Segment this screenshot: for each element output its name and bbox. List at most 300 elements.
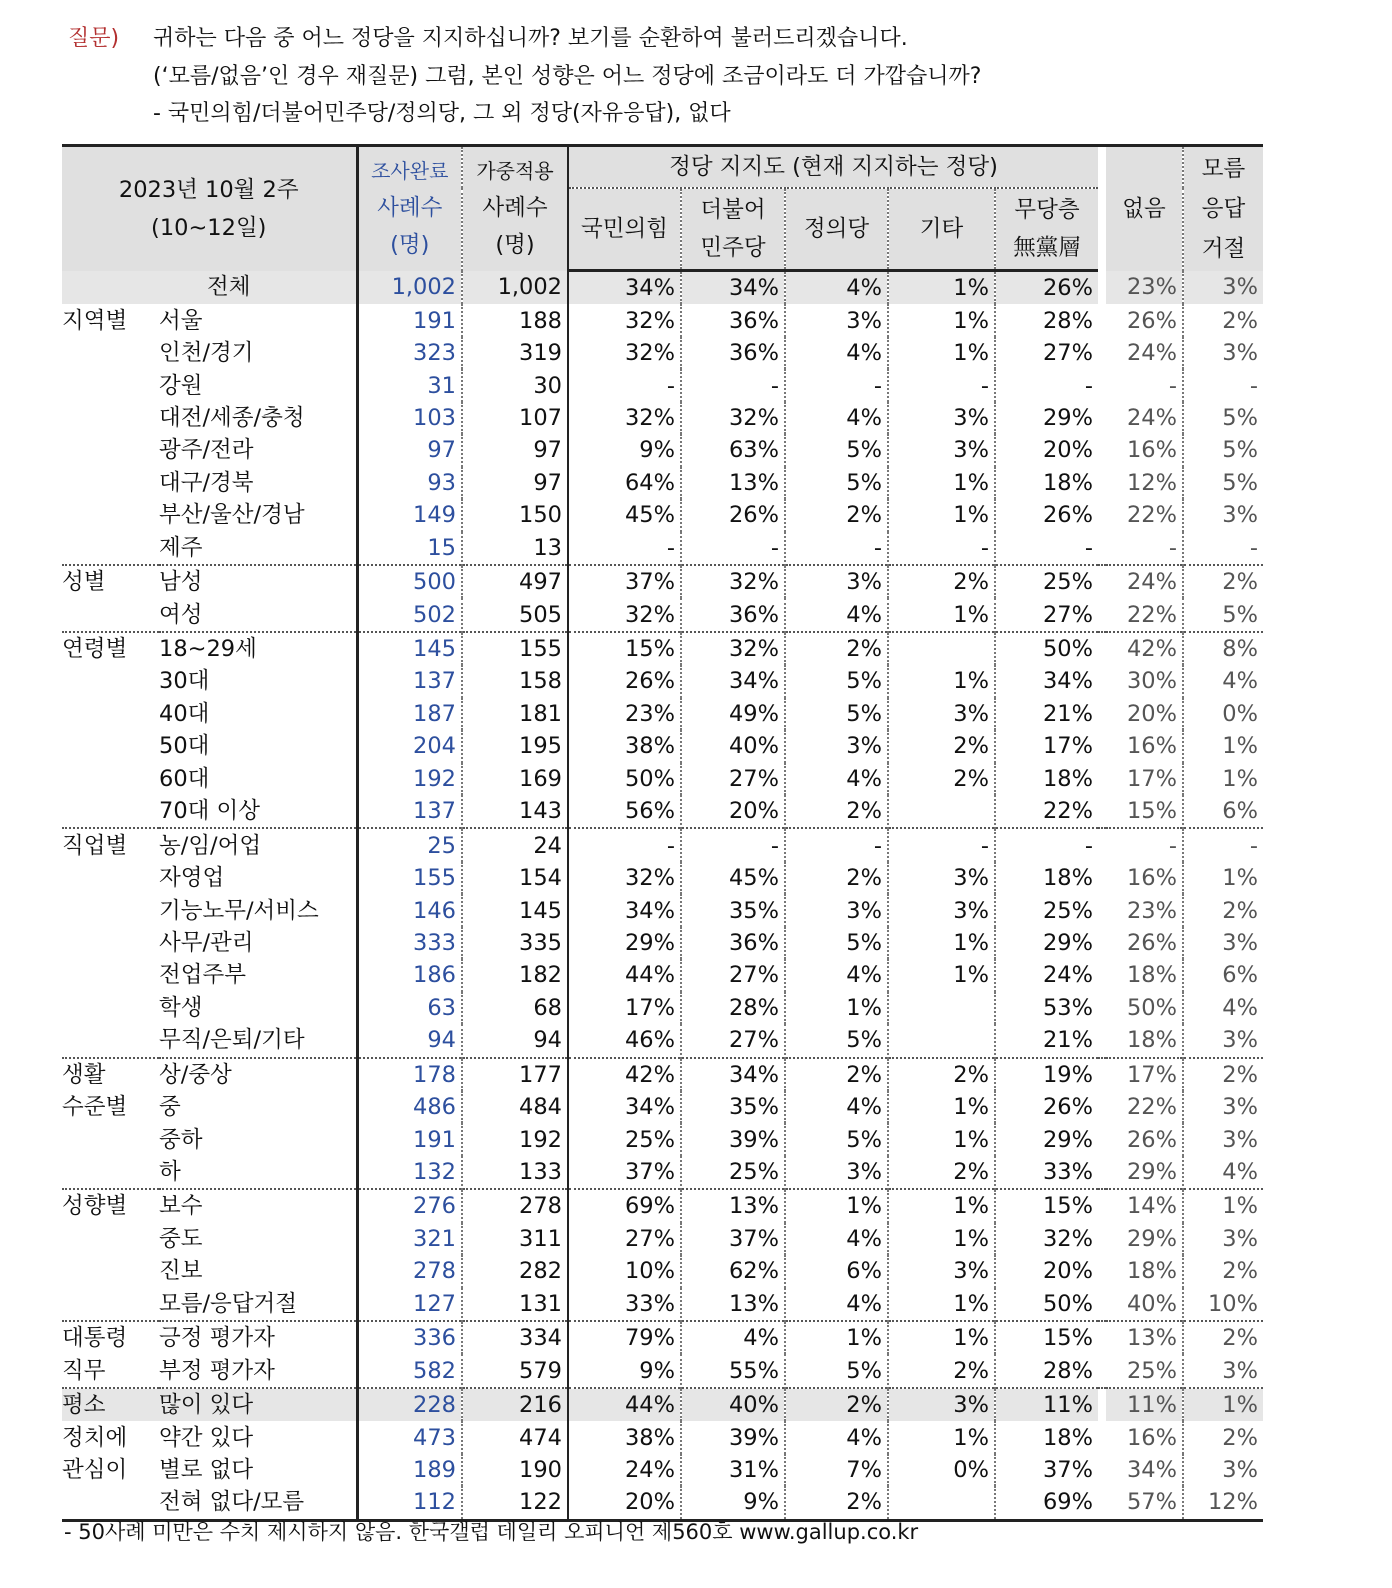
table-row: [62, 828, 1263, 861]
row-category: 관심이: [62, 1456, 128, 1483]
row-category: [62, 698, 159, 730]
ppp-value: 46%: [568, 1024, 681, 1057]
weighted-count: 169: [462, 763, 568, 795]
independent-value: 22%: [995, 795, 1098, 828]
dk-value: 3%: [1183, 1123, 1263, 1155]
justice-value: 2%: [785, 632, 888, 665]
independent-value: 50%: [995, 632, 1098, 665]
weighted-count: 30: [462, 369, 568, 401]
table-row: [62, 402, 1263, 434]
table-row: [62, 1156, 1263, 1189]
dk-value: 1%: [1183, 763, 1263, 795]
other-value: [888, 795, 995, 828]
spacer-cell: [1098, 467, 1106, 499]
justice-value: 4%: [785, 271, 888, 305]
survey-count: 189: [357, 1454, 462, 1486]
independent-value: 26%: [995, 499, 1098, 531]
row-category: [62, 665, 159, 697]
weighted-count: 133: [462, 1156, 568, 1189]
spacer-cell: [1098, 992, 1106, 1024]
table-row: [62, 927, 1263, 959]
dp-value: 31%: [681, 1454, 785, 1486]
ppp-value: 32%: [568, 304, 681, 336]
dk-value: 3%: [1183, 1091, 1263, 1123]
justice-value: 1%: [785, 1321, 888, 1354]
dk-value: 3%: [1183, 271, 1263, 305]
table-row: [62, 1024, 1263, 1057]
survey-count: 186: [357, 959, 462, 991]
ppp-value: -: [568, 828, 681, 861]
row-label: 농/임/어업: [159, 828, 357, 861]
dk-value: 3%: [1183, 337, 1263, 369]
dp-value: 34%: [681, 271, 785, 305]
weighted-count: 97: [462, 434, 568, 466]
survey-count: 500: [357, 565, 462, 598]
weighted-count: 335: [462, 927, 568, 959]
independent-value: 69%: [995, 1486, 1098, 1520]
survey-count: 137: [357, 665, 462, 697]
survey-count: 97: [357, 434, 462, 466]
dp-value: 13%: [681, 1189, 785, 1222]
table-row: [62, 1354, 1263, 1387]
dp-value: 36%: [681, 598, 785, 631]
header-period: 2023년 10월 2주 (10~12일): [62, 146, 357, 271]
dk-value: 3%: [1183, 1223, 1263, 1255]
independent-value: 18%: [995, 862, 1098, 894]
independent-value: 32%: [995, 1223, 1098, 1255]
ppp-value: 32%: [568, 402, 681, 434]
row-category: 연령별: [62, 632, 159, 665]
table-row: [62, 337, 1263, 369]
survey-count: 178: [357, 1058, 462, 1091]
row-category: [62, 434, 159, 466]
weighted-count: 68: [462, 992, 568, 1024]
row-label: 대전/세종/충청: [159, 404, 305, 431]
spacer-cell: [1098, 959, 1106, 991]
table-row: [62, 1388, 1263, 1421]
justice-value: 2%: [785, 862, 888, 894]
none-value: 18%: [1126, 1258, 1177, 1285]
row-label: 별로 없다: [159, 1456, 254, 1483]
justice-value: 2%: [785, 1388, 888, 1421]
spacer-cell: [1098, 434, 1106, 466]
weighted-count: 505: [462, 598, 568, 631]
ppp-value: 44%: [568, 1388, 681, 1421]
dk-value: 4%: [1183, 665, 1263, 697]
independent-value: 34%: [995, 665, 1098, 697]
row-label: 40대: [159, 700, 210, 727]
independent-value: 25%: [995, 894, 1098, 926]
independent-value: 29%: [995, 927, 1098, 959]
row-label: 기능노무/서비스: [159, 897, 319, 924]
justice-value: 4%: [785, 1091, 888, 1123]
independent-value: 33%: [995, 1156, 1098, 1189]
row-label: 제주: [159, 534, 203, 561]
dp-value: 4%: [681, 1321, 785, 1354]
other-value: 2%: [888, 730, 995, 762]
spacer-cell: [1098, 1091, 1106, 1123]
independent-value: 18%: [995, 763, 1098, 795]
ppp-value: 38%: [568, 1421, 681, 1453]
header-spacer: [1098, 146, 1106, 271]
table-row: [62, 369, 1263, 401]
question-label: 질문): [68, 26, 120, 51]
survey-count: 155: [357, 862, 462, 894]
survey-count: 146: [357, 894, 462, 926]
independent-value: -: [995, 828, 1098, 861]
ppp-value: 44%: [568, 959, 681, 991]
weighted-count: 143: [462, 795, 568, 828]
row-category: [62, 1156, 159, 1189]
none-value: 26%: [1126, 307, 1177, 334]
justice-value: -: [785, 369, 888, 401]
row-category: 평소: [62, 1388, 159, 1421]
other-value: 1%: [888, 304, 995, 336]
table-row: [62, 271, 1263, 305]
justice-value: 4%: [785, 1223, 888, 1255]
justice-value: 6%: [785, 1255, 888, 1287]
dp-value: 32%: [681, 632, 785, 665]
weighted-count: 334: [462, 1321, 568, 1354]
ppp-value: 37%: [568, 565, 681, 598]
dp-value: 27%: [681, 763, 785, 795]
justice-value: 2%: [785, 795, 888, 828]
dp-value: -: [681, 369, 785, 401]
row-label: 약간 있다: [159, 1424, 254, 1451]
spacer-cell: [1098, 271, 1106, 305]
survey-count: 93: [357, 467, 462, 499]
dp-value: 27%: [681, 959, 785, 991]
weighted-count: 177: [462, 1058, 568, 1091]
table-row: [62, 1288, 1263, 1321]
justice-value: 4%: [785, 1288, 888, 1321]
row-category: 성별: [62, 565, 159, 598]
header-ppp: 국민의힘: [568, 188, 681, 271]
dp-value: -: [681, 828, 785, 861]
none-value: 34%: [1126, 1456, 1177, 1483]
dp-value: 49%: [681, 698, 785, 730]
row-category: [62, 1223, 159, 1255]
none-value: 22%: [1126, 502, 1177, 529]
none-value: 16%: [1126, 865, 1177, 892]
row-category: [62, 402, 159, 434]
table-row: [62, 632, 1263, 665]
weighted-count: 278: [462, 1189, 568, 1222]
survey-count: 127: [357, 1288, 462, 1321]
survey-count: 228: [357, 1388, 462, 1421]
survey-count: 192: [357, 763, 462, 795]
dp-value: 20%: [681, 795, 785, 828]
spacer-cell: [1098, 369, 1106, 401]
row-label: 중하: [159, 1126, 203, 1153]
spacer-cell: [1098, 1255, 1106, 1287]
survey-count: 191: [357, 304, 462, 336]
row-label: 사무/관리: [159, 929, 254, 956]
party-support-table: [62, 144, 1263, 1522]
spacer-cell: [1098, 304, 1106, 336]
ppp-value: 42%: [568, 1058, 681, 1091]
spacer-cell: [1098, 927, 1106, 959]
row-category: [62, 1024, 159, 1057]
none-value: 22%: [1126, 1094, 1177, 1121]
dk-value: 0%: [1183, 698, 1263, 730]
header-dk: 모름 응답 거절: [1183, 146, 1263, 271]
ppp-value: 24%: [568, 1454, 681, 1486]
other-value: 1%: [888, 665, 995, 697]
justice-value: 2%: [785, 1486, 888, 1520]
weighted-count: 122: [462, 1486, 568, 1520]
survey-count: 204: [357, 730, 462, 762]
justice-value: 3%: [785, 565, 888, 598]
dk-value: 6%: [1183, 959, 1263, 991]
row-label: 강원: [159, 372, 203, 399]
justice-value: 4%: [785, 763, 888, 795]
justice-value: -: [785, 532, 888, 565]
other-value: 2%: [888, 1156, 995, 1189]
justice-value: 3%: [785, 730, 888, 762]
row-label: 보수: [159, 1189, 357, 1222]
spacer-cell: [1098, 795, 1106, 828]
row-label: 대구/경북: [159, 469, 254, 496]
dp-value: 40%: [681, 730, 785, 762]
spacer-cell: [1098, 1354, 1106, 1387]
spacer-cell: [1098, 532, 1106, 565]
row-label: 70대 이상: [159, 798, 260, 825]
justice-value: 1%: [785, 992, 888, 1024]
dp-value: 25%: [681, 1156, 785, 1189]
table-row: [62, 598, 1263, 631]
independent-value: -: [995, 532, 1098, 565]
dk-value: 2%: [1183, 565, 1263, 598]
row-label: 진보: [159, 1258, 203, 1285]
row-category: [62, 959, 159, 991]
dk-value: 2%: [1183, 1421, 1263, 1453]
row-label: 모름/응답거절: [159, 1290, 297, 1317]
ppp-value: 34%: [568, 894, 681, 926]
weighted-count: 579: [462, 1354, 568, 1387]
other-value: 1%: [888, 499, 995, 531]
row-label: 30대: [159, 668, 210, 695]
header-dp: 더불어 민주당: [681, 188, 785, 271]
weighted-count: 155: [462, 632, 568, 665]
justice-value: 5%: [785, 1024, 888, 1057]
ppp-value: 20%: [568, 1486, 681, 1520]
independent-value: 53%: [995, 992, 1098, 1024]
ppp-value: 9%: [568, 1354, 681, 1387]
ppp-value: -: [568, 369, 681, 401]
row-category: 직업별: [62, 828, 159, 861]
dp-value: 34%: [681, 1058, 785, 1091]
header-other: 기타: [888, 188, 995, 271]
dk-value: -: [1183, 828, 1263, 861]
weighted-count: 158: [462, 665, 568, 697]
ppp-value: 27%: [568, 1223, 681, 1255]
dp-value: 26%: [681, 499, 785, 531]
independent-value: 50%: [995, 1288, 1098, 1321]
row-category: [62, 1123, 159, 1155]
other-value: -: [888, 532, 995, 565]
survey-count: 31: [357, 369, 462, 401]
none-value: 18%: [1126, 1027, 1177, 1054]
other-value: 1%: [888, 1091, 995, 1123]
dk-value: 3%: [1183, 1354, 1263, 1387]
row-label: 남성: [159, 565, 357, 598]
row-label: 하: [159, 1159, 181, 1186]
none-value: 15%: [1126, 798, 1177, 825]
justice-value: 4%: [785, 337, 888, 369]
justice-value: 5%: [785, 1354, 888, 1387]
independent-value: 15%: [995, 1321, 1098, 1354]
spacer-cell: [1098, 1189, 1106, 1222]
none-value: 11%: [1106, 1388, 1183, 1421]
other-value: 0%: [888, 1454, 995, 1486]
spacer-cell: [1098, 565, 1106, 598]
other-value: 1%: [888, 467, 995, 499]
justice-value: 1%: [785, 1189, 888, 1222]
independent-value: 28%: [995, 1354, 1098, 1387]
weighted-count: 150: [462, 499, 568, 531]
independent-value: 17%: [995, 730, 1098, 762]
independent-value: 15%: [995, 1189, 1098, 1222]
survey-count: 137: [357, 795, 462, 828]
survey-count: 486: [357, 1091, 462, 1123]
row-label: 18~29세: [159, 632, 357, 665]
spacer-cell: [1098, 1123, 1106, 1155]
justice-value: 3%: [785, 304, 888, 336]
other-value: [888, 992, 995, 1024]
table-row: [62, 499, 1263, 531]
row-category: 생활: [62, 1058, 159, 1091]
dk-value: 5%: [1183, 598, 1263, 631]
dp-value: 39%: [681, 1123, 785, 1155]
ppp-value: 15%: [568, 632, 681, 665]
weighted-count: 145: [462, 894, 568, 926]
weighted-count: 216: [462, 1388, 568, 1421]
ppp-value: 26%: [568, 665, 681, 697]
dp-value: 39%: [681, 1421, 785, 1453]
other-value: 3%: [888, 402, 995, 434]
weighted-count: 282: [462, 1255, 568, 1287]
other-value: 1%: [888, 1421, 995, 1453]
dk-value: 2%: [1183, 1255, 1263, 1287]
ppp-value: 32%: [568, 598, 681, 631]
none-value: 16%: [1126, 437, 1177, 464]
other-value: 2%: [888, 1058, 995, 1091]
weighted-count: 182: [462, 959, 568, 991]
header-party-support: 정당 지지도 (현재 지지하는 정당): [568, 146, 1098, 189]
ppp-value: 56%: [568, 795, 681, 828]
table-row: [62, 795, 1263, 828]
dp-value: 32%: [681, 565, 785, 598]
survey-count: 336: [357, 1321, 462, 1354]
row-category: 정치에: [62, 1424, 128, 1451]
row-category: 전체: [62, 271, 357, 305]
weighted-count: 190: [462, 1454, 568, 1486]
weighted-count: 107: [462, 402, 568, 434]
survey-count: 112: [357, 1486, 462, 1520]
survey-count: 103: [357, 402, 462, 434]
table-row: [62, 1123, 1263, 1155]
dk-value: 1%: [1183, 1388, 1263, 1421]
ppp-value: -: [568, 532, 681, 565]
dp-value: 45%: [681, 862, 785, 894]
header-survey-complete: 조사완료 사례수 (명): [357, 146, 462, 271]
spacer-cell: [1098, 1156, 1106, 1189]
dk-value: 2%: [1183, 894, 1263, 926]
ppp-value: 29%: [568, 927, 681, 959]
independent-value: 25%: [995, 565, 1098, 598]
independent-value: 18%: [995, 1421, 1098, 1453]
ppp-value: 79%: [568, 1321, 681, 1354]
survey-count: 94: [357, 1024, 462, 1057]
spacer-cell: [1098, 1421, 1106, 1453]
other-value: 2%: [888, 1354, 995, 1387]
survey-count: 1,002: [357, 271, 462, 305]
row-category: [62, 337, 159, 369]
dp-value: 63%: [681, 434, 785, 466]
table-row: [62, 992, 1263, 1024]
question-line-3: - 국민의힘/더불어민주당/정의당, 그 외 정당(자유응답), 없다: [153, 101, 731, 126]
independent-value: 27%: [995, 337, 1098, 369]
other-value: 3%: [888, 698, 995, 730]
row-category: [62, 1288, 159, 1321]
ppp-value: 32%: [568, 862, 681, 894]
row-category: 직무: [62, 1357, 106, 1384]
dp-value: 36%: [681, 304, 785, 336]
independent-value: 24%: [995, 959, 1098, 991]
none-value: 14%: [1106, 1189, 1183, 1222]
other-value: 1%: [888, 1288, 995, 1321]
justice-value: 5%: [785, 698, 888, 730]
survey-count: 187: [357, 698, 462, 730]
survey-count: 323: [357, 337, 462, 369]
justice-value: 5%: [785, 665, 888, 697]
ppp-value: 25%: [568, 1123, 681, 1155]
spacer-cell: [1098, 763, 1106, 795]
ppp-value: 38%: [568, 730, 681, 762]
other-value: 1%: [888, 337, 995, 369]
none-value: -: [1168, 534, 1177, 561]
justice-value: 4%: [785, 402, 888, 434]
dk-value: 3%: [1183, 1454, 1263, 1486]
survey-count: 276: [357, 1189, 462, 1222]
justice-value: 3%: [785, 1156, 888, 1189]
other-value: 1%: [888, 271, 995, 305]
weighted-count: 497: [462, 565, 568, 598]
row-category: [62, 894, 159, 926]
none-value: 26%: [1126, 1126, 1177, 1153]
spacer-cell: [1098, 1321, 1106, 1354]
row-category: [62, 763, 159, 795]
spacer-cell: [1098, 1288, 1106, 1321]
weighted-count: 1,002: [462, 271, 568, 305]
none-value: 50%: [1126, 994, 1177, 1021]
row-category: [62, 992, 159, 1024]
other-value: -: [888, 369, 995, 401]
row-label: 학생: [159, 994, 203, 1021]
dp-value: 36%: [681, 927, 785, 959]
weighted-count: 474: [462, 1421, 568, 1453]
justice-value: 5%: [785, 434, 888, 466]
other-value: 3%: [888, 894, 995, 926]
table-row: [62, 698, 1263, 730]
dp-value: 37%: [681, 1223, 785, 1255]
none-value: 24%: [1106, 565, 1183, 598]
dp-value: 36%: [681, 337, 785, 369]
row-label: 중도: [159, 1225, 203, 1252]
row-label: 인천/경기: [159, 340, 254, 367]
ppp-value: 69%: [568, 1189, 681, 1222]
